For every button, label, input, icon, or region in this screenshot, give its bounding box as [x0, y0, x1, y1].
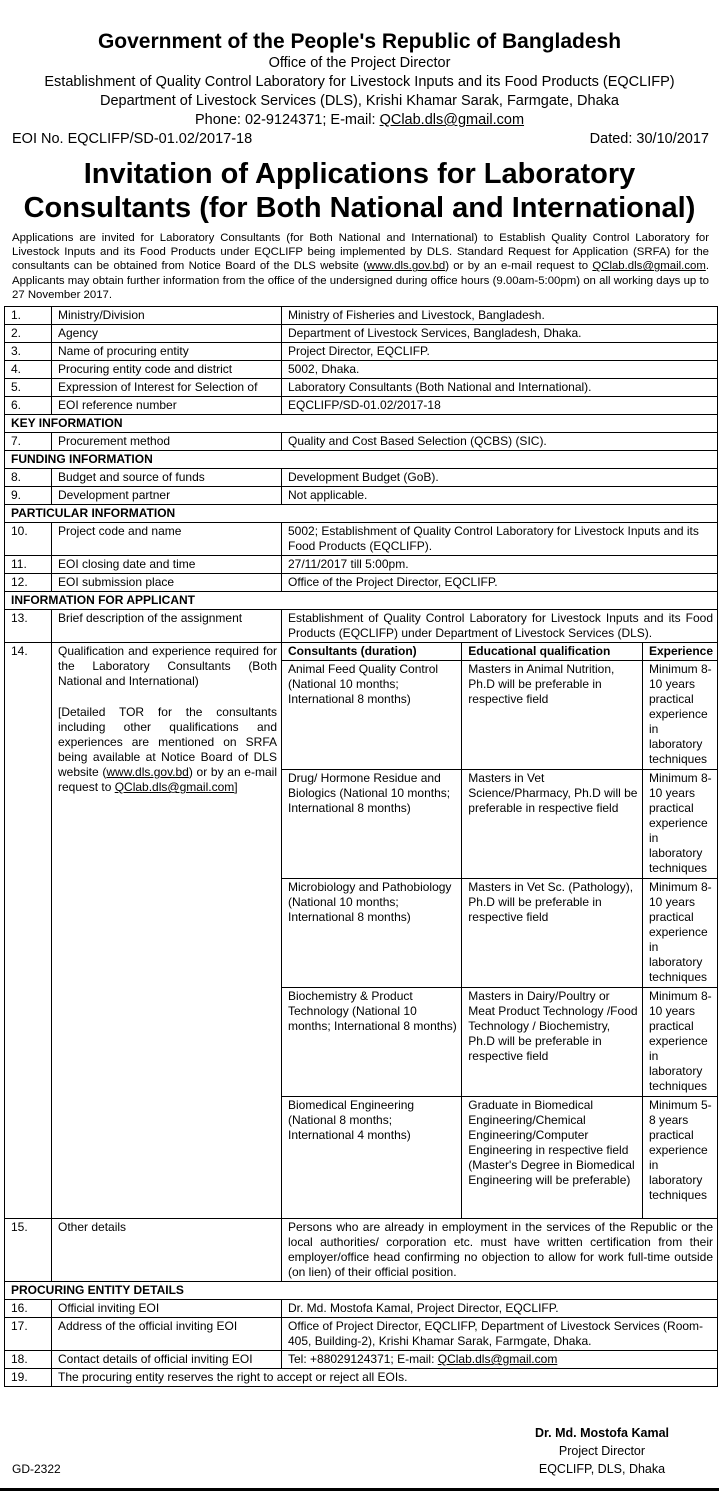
- intro-paragraph: [0, 231, 719, 302]
- consultant-name: Drug/ Hormone Residue and Biologics (National 10 months; International 8 months): [282, 770, 462, 879]
- column-header: Experience: [642, 643, 717, 661]
- qualification-label: Qualification and experience required for the Laboratory Consultants (Both National and International): [58, 644, 277, 689]
- row-value: Project Director, EQCLIFP.: [282, 343, 718, 361]
- government-title: Government of the People's Republic of Bangladesh: [97, 30, 622, 53]
- section-title: PROCURING ENTITY DETAILS: [5, 1282, 718, 1300]
- row-label: Brief description of the assignment: [52, 610, 282, 643]
- procuring-table: [4, 1299, 718, 1387]
- row-value: Office of the Project Director, EQCLIFP.: [282, 574, 718, 592]
- consultants-header-row: [282, 643, 717, 661]
- intro-text-1: Applications are invited for Laboratory Consultants (for Both National and International) to Establish Quality Control Laboratory for Livestock Inputs and its Food Products under EQCLIFP being implemented by DLS. Standard Request for Application (SRFA) for the consultants can be obtained from Notice Board of the DLS website (: [12, 232, 709, 273]
- row-label: Ministry/Division: [52, 307, 282, 325]
- table-row: [5, 433, 718, 451]
- intro-text-3: . Applicants may obtain further information from the office of the undersigned during office hours (9.00am-5:00pm) on all working days up to 27 November 2017.: [12, 260, 710, 301]
- row-label: Agency: [52, 325, 282, 343]
- row-number: 17.: [5, 1318, 52, 1351]
- row-value: Quality and Cost Based Selection (QCBS) (SIC).: [282, 433, 718, 451]
- table-row: [5, 397, 718, 415]
- table-row: [5, 343, 718, 361]
- consultant-education: Masters in Animal Nutrition, Ph.D will be preferable in respective field: [462, 661, 643, 770]
- section-header-procuring: [5, 1282, 718, 1300]
- row-value: Establishment of Quality Control Laboratory for Livestock Inputs and its Food Products (EQCLIFP) under Department of Livestock Services (DLS).: [282, 610, 718, 643]
- row-number: 9.: [5, 487, 52, 505]
- table-row: [5, 1318, 718, 1351]
- gd-code: GD-2322: [12, 1462, 61, 1476]
- row-number: 6.: [5, 397, 52, 415]
- consultant-experience: Minimum 5-8 years practical experience in laboratory techniques: [642, 1097, 717, 1219]
- consultant-row: [282, 661, 717, 770]
- phone-text: Phone: 02-9124371; E-mail:: [194, 112, 380, 128]
- table-row: [5, 379, 718, 397]
- consultant-name: Biomedical Engineering (National 8 months; International 4 months): [282, 1097, 462, 1219]
- table-row: [5, 1351, 718, 1369]
- consultants-table: [282, 643, 717, 1218]
- row-number: 18.: [5, 1351, 52, 1369]
- contact-line: [0, 111, 719, 130]
- row-number: 19.: [5, 1369, 52, 1387]
- row-number: 5.: [5, 379, 52, 397]
- table-row: [5, 1300, 718, 1318]
- tor-website-link[interactable]: www.dls.gov.bd: [106, 765, 189, 780]
- row-value: Persons who are already in employment in the services of the Republic or the local authorities/ corporation etc. must have written certification from their employer/office head confirming no objection to allow for work full-time outside (on lien) of their official position.: [282, 1219, 718, 1282]
- signatory-org: EQCLIFP, DLS, Dhaka: [538, 1462, 666, 1476]
- table-row: [5, 469, 718, 487]
- table-row: [5, 307, 718, 325]
- row-value: 27/11/2017 till 5:00pm.: [282, 556, 718, 574]
- row-label: Procurement method: [52, 433, 282, 451]
- section-title: PARTICULAR INFORMATION: [5, 505, 718, 523]
- row-number: 8.: [5, 469, 52, 487]
- table-row: [5, 523, 718, 556]
- table-row: [5, 1219, 718, 1282]
- row-value: Not applicable.: [282, 487, 718, 505]
- section-header-particular: [5, 505, 718, 523]
- consultant-row: [282, 1097, 717, 1219]
- row-label: EOI reference number: [52, 397, 282, 415]
- section-title: FUNDING INFORMATION: [5, 451, 718, 469]
- eoi-date-row: [0, 130, 719, 149]
- row-label: The procuring entity reserves the right to accept or reject all EOIs.: [52, 1369, 718, 1387]
- consultant-name: Animal Feed Quality Control (National 10 months; International 8 months): [282, 661, 462, 770]
- page-title: Invitation of Applications for Laboratory Consultants (for Both National and International): [23, 158, 696, 224]
- row-label: Project code and name: [52, 523, 282, 556]
- eoi-number: EOI No. EQCLIFP/SD-01.02/2017-18: [12, 131, 253, 147]
- bottom-border: [0, 1488, 719, 1491]
- tor-note-text-1: [Detailed TOR for the consultants including other qualifications and experiences are mentioned on SRFA being available at Notice Board of DLS website (: [58, 705, 277, 780]
- row-number: 16.: [5, 1300, 52, 1318]
- letterhead: [0, 0, 719, 130]
- tor-note-text-2: ) or by an e-mail request to: [58, 765, 277, 795]
- row-value: 5002; Establishment of Quality Control Laboratory for Livestock Inputs and its Food Products (EQCLIFP).: [282, 523, 718, 556]
- row-label: Procuring entity code and district: [52, 361, 282, 379]
- department-address: Department of Livestock Services (DLS), Krishi Khamar Sarak, Farmgate, Dhaka: [100, 93, 619, 109]
- section-header-applicant: [5, 592, 718, 610]
- table-row: [5, 556, 718, 574]
- row-value: Development Budget (GoB).: [282, 469, 718, 487]
- tor-note: [58, 705, 277, 795]
- consultant-row: [282, 770, 717, 879]
- row-label: EOI closing date and time: [52, 556, 282, 574]
- consultant-name: Biochemistry & Product Technology (National 10 months; International 8 months): [282, 988, 462, 1097]
- row-number: 13.: [5, 610, 52, 643]
- eoi-table: [4, 306, 718, 1300]
- establishment-name: Establishment of Quality Control Laboratory for Livestock Inputs and its Food Products (EQCLIFP): [44, 74, 675, 90]
- consultant-education: Masters in Vet Sc. (Pathology), Ph.D will be preferable in respective field: [462, 879, 643, 988]
- consultants-cell: [282, 643, 718, 1219]
- contact-tel: Tel: +88029124371; E-mail:: [288, 1352, 438, 1367]
- row-number: 11.: [5, 556, 52, 574]
- row-label: Budget and source of funds: [52, 469, 282, 487]
- consultant-row: [282, 879, 717, 988]
- row-label: Other details: [52, 1219, 282, 1282]
- intro-email-link[interactable]: QClab.dls@gmail.com: [592, 260, 706, 273]
- row-label: Official inviting EOI: [52, 1300, 282, 1318]
- row-value: EQCLIFP/SD-01.02/2017-18: [282, 397, 718, 415]
- table-row-qualification: [5, 643, 718, 1219]
- intro-website-link[interactable]: www.dls.gov.bd: [366, 260, 446, 273]
- contact-email-link[interactable]: QClab.dls@gmail.com: [437, 1352, 558, 1367]
- header-email-link[interactable]: QClab.dls@gmail.com: [379, 112, 525, 128]
- column-header: Consultants (duration): [282, 643, 462, 661]
- tor-note-text-3: ]: [234, 780, 238, 795]
- section-header-funding: [5, 451, 718, 469]
- row-value: Department of Livestock Services, Bangladesh, Dhaka.: [282, 325, 718, 343]
- row-label: Name of procuring entity: [52, 343, 282, 361]
- row-label: Contact details of official inviting EOI: [52, 1351, 282, 1369]
- row-label: Expression of Interest for Selection of: [52, 379, 282, 397]
- consultant-name: Microbiology and Pathobiology (National 10 months; International 8 months): [282, 879, 462, 988]
- consultant-row: [282, 988, 717, 1097]
- consultant-education: Graduate in Biomedical Engineering/Chemical Engineering/Computer Engineering in respective field (Master's Degree in Biomedical Engineering will be preferable): [462, 1097, 643, 1219]
- consultant-experience: Minimum 8-10 years practical experience in laboratory techniques: [642, 661, 717, 770]
- consultant-education: Masters in Dairy/Poultry or Meat Product Technology /Food Technology / Biochemistry, Ph.D will be preferable in respective field: [462, 988, 643, 1097]
- row-label: Address of the official inviting EOI: [52, 1318, 282, 1351]
- row-value: [282, 1351, 718, 1369]
- table-row: [5, 361, 718, 379]
- table-row: [5, 325, 718, 343]
- column-header: Educational qualification: [462, 643, 643, 661]
- consultant-experience: Minimum 8-10 years practical experience in laboratory techniques: [642, 770, 717, 879]
- row-label: Development partner: [52, 487, 282, 505]
- intro-text-2: ) or by an e-mail request to: [445, 260, 593, 273]
- row-number: 15.: [5, 1219, 52, 1282]
- row-number: 4.: [5, 361, 52, 379]
- table-row: [5, 610, 718, 643]
- consultant-education: Masters in Vet Science/Pharmacy, Ph.D will be preferable in respective field: [462, 770, 643, 879]
- office-name: Office of the Project Director: [268, 55, 451, 71]
- signatory-title: Project Director: [558, 1444, 646, 1458]
- tor-email-link[interactable]: QClab.dls@gmail.com: [114, 780, 235, 795]
- section-header-key: [5, 415, 718, 433]
- row-value: 5002, Dhaka.: [282, 361, 718, 379]
- table-row: [5, 574, 718, 592]
- table-row: [5, 487, 718, 505]
- consultant-experience: Minimum 8-10 years practical experience in laboratory techniques: [642, 879, 717, 988]
- date: Dated: 30/10/2017: [589, 131, 709, 147]
- row-number: 14.: [5, 643, 52, 1219]
- row-label: [52, 643, 282, 1219]
- section-title: INFORMATION FOR APPLICANT: [5, 592, 718, 610]
- row-number: 10.: [5, 523, 52, 556]
- row-label: EOI submission place: [52, 574, 282, 592]
- row-number: 2.: [5, 325, 52, 343]
- consultant-experience: Minimum 8-10 years practical experience in laboratory techniques: [642, 988, 717, 1097]
- row-value: Ministry of Fisheries and Livestock, Bangladesh.: [282, 307, 718, 325]
- row-value: Dr. Md. Mostofa Kamal, Project Director, EQCLIFP.: [282, 1300, 718, 1318]
- section-title: KEY INFORMATION: [5, 415, 718, 433]
- signature-block: [535, 1424, 669, 1478]
- row-number: 7.: [5, 433, 52, 451]
- row-number: 12.: [5, 574, 52, 592]
- row-number: 3.: [5, 343, 52, 361]
- row-value: Laboratory Consultants (Both National and International).: [282, 379, 718, 397]
- table-row: [5, 1369, 718, 1387]
- row-value: Office of Project Director, EQCLIFP, Department of Livestock Services (Room-405, Building-2), Krishi Khamar Sarak, Farmgate, Dhaka.: [282, 1318, 718, 1351]
- row-number: 1.: [5, 307, 52, 325]
- signatory-name: Dr. Md. Mostofa Kamal: [534, 1426, 669, 1440]
